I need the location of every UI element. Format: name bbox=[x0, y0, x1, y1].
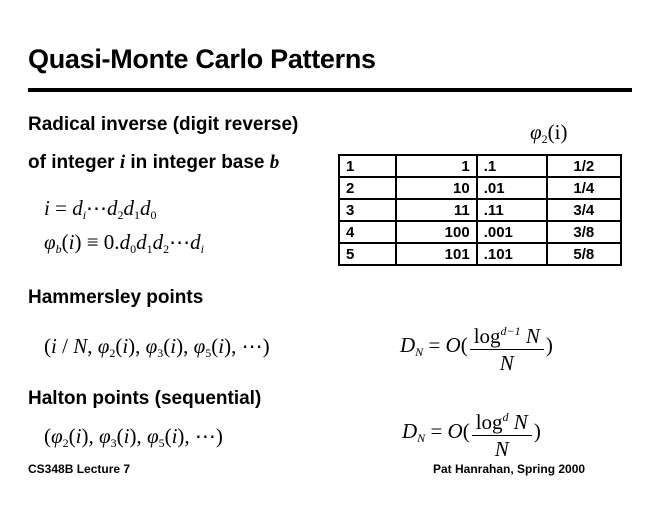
hammersley-formula: (i / N, $\varphi_2(i)$, $\varphi_3(i)$, $\varphi_5(i)$, ⋯) bbox=[44, 334, 270, 360]
radical-inverse-table bbox=[338, 154, 622, 266]
radical-inverse-subheading: of integer i in integer base b bbox=[28, 152, 280, 173]
table-row: 4 100 .001 3/8 bbox=[339, 221, 621, 243]
table-header-phi2: $\varphi_2(i)$ bbox=[530, 120, 568, 146]
hammersley-heading: Hammersley points bbox=[28, 287, 204, 308]
table-row: 1 1 .1 1/2 bbox=[339, 155, 621, 177]
footer-author: Pat Hanrahan, Spring 2000 bbox=[433, 462, 586, 476]
table-row: 2 10 .01 1/4 bbox=[339, 177, 621, 199]
table-row: 3 11 .11 3/4 bbox=[339, 199, 621, 221]
digit-expansion-formula: $i = d_i\cdots d_2d_1d_0$ bbox=[44, 196, 157, 222]
footer-course: CS348B Lecture 7 bbox=[28, 462, 131, 476]
table-row: 5 101 .101 5/8 bbox=[339, 243, 621, 265]
hammersley-discrepancy-formula: $D_N = O$( $\frac{\log^{d-1} N}{N}$ ) bbox=[400, 318, 553, 376]
radical-inverse-formula: $\varphi_b(i)$ ≡ $0.d_0d_1d_2\cdots d_i$ bbox=[44, 230, 204, 256]
radical-inverse-heading: Radical inverse (digit reverse) bbox=[28, 114, 299, 135]
title-divider bbox=[28, 88, 632, 92]
halton-heading: Halton points (sequential) bbox=[28, 388, 262, 409]
halton-discrepancy-formula: $D_N = O$( $\frac{\log^d N}{N}$ ) bbox=[402, 404, 541, 462]
page-title: Quasi-Monte Carlo Patterns bbox=[28, 44, 376, 74]
halton-formula: ($\varphi_2(i)$, $\varphi_3(i)$, $\varphi_5(i)$, ⋯) bbox=[44, 424, 223, 450]
